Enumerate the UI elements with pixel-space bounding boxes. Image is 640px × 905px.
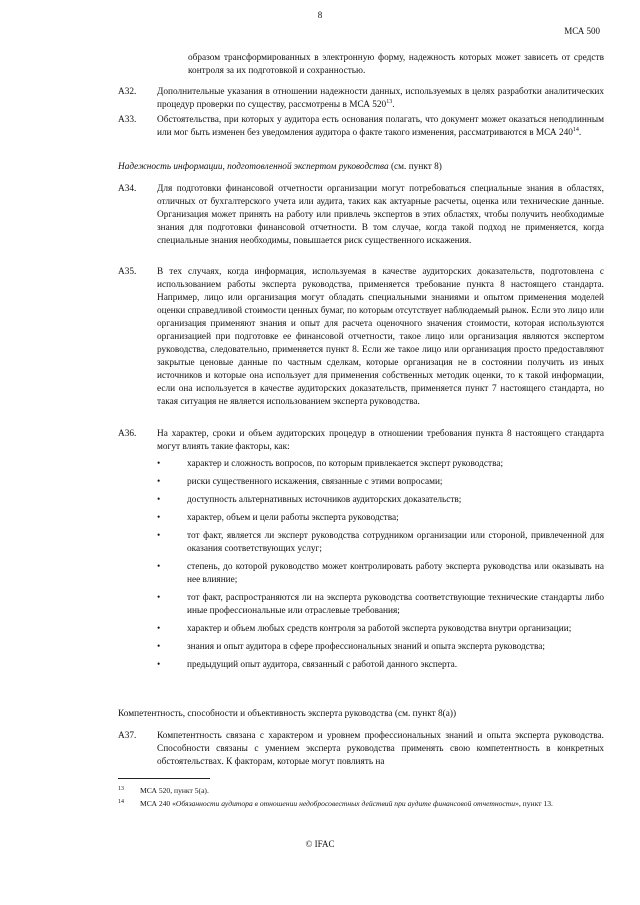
paragraph-label: А37. [118, 731, 137, 741]
paragraph-a32: А32. Дополнительные указания в отношении надежности данных, используемых в целях разработки аналитических процедур проверки по существу, рассмотрены в МСА $520^{13}$. [118, 87, 604, 110]
paragraph-a33: А33. Обстоятельства, при которых у аудитора есть основания полагать, что документ может оказаться неподлинным или мог быть изменен без уведомления аудитора о факте такого изменения, рассматриваются в МСА $240^{14}$. [118, 115, 604, 138]
paragraph-text: Для подготовки финансовой отчетности организации могут потребоваться специальные знания в областях, отличных от бухгалтерского учета или аудита, таких как актуарные расчеты, оценка или технические данные. Организация может принять на работу или привлечь экспертов в этих областях, чтобы получить необходимые знания для подготовки финансовой отчетности. В том случае, когда такой подход не применяется, когда специальные знания необходимы, повышается риск существенного искажения. [157, 184, 604, 246]
list-item: • степень, до которой руководство может контролировать работу эксперта руководства или оказывать на нее влияние; [157, 562, 604, 585]
list-item: • знания и опыт аудитора в сфере профессиональных знаний и опыта эксперта руководства; [157, 642, 545, 652]
list-item: • характер и сложность вопросов, по которым привлекается эксперт руководства; [157, 459, 504, 469]
footnote-ref: 14 [572, 126, 579, 133]
footnote-divider [118, 778, 210, 779]
copyright-footer: © IFAC [305, 839, 335, 849]
paragraph-a34 [118, 183, 604, 248]
paragraph-a35 [118, 266, 604, 409]
paragraph-text: Компетентность связана с характером и уровнем профессиональных знаний и опыта эксперта руководства. Способности связаны с умением эксперта руководства применять свою компетентность в конкретных обстоятельствах. К факторам, которые могут повлиять на [157, 731, 604, 767]
paragraph-label: А34. [118, 184, 137, 194]
paragraph-label: А33. [118, 115, 137, 125]
paragraph-text: На характер, сроки и объем аудиторских процедур в отношении требования пункта 8 настоящего стандарта могут влиять такие факторы, как: [157, 429, 604, 452]
list-item: • характер и объем любых средств контроля за работой эксперта руководства внутри организации; [157, 624, 572, 634]
footnote: 13 МСА 520, пункт 5(а). [118, 786, 209, 795]
factor-list [157, 458, 604, 672]
list-item: • риски существенного искажения, связанные с этими вопросами; [157, 477, 443, 487]
paragraph-label: А36. [118, 429, 137, 439]
section-heading-reliability: Надежность информации, подготовленной экспертом руководства (см. пункт 8) [118, 162, 442, 172]
list-item: • предыдущий опыт аудитора, связанный с работой данного эксперта. [157, 660, 458, 670]
footnote: 14 МСА 240 «Обязанности аудитора в отношении недобросовестных действий при аудите финансовой отчетности», пункт 13. [118, 799, 553, 808]
list-item: • тот факт, распространяются ли на эксперта руководства соответствующие технические стандарты либо иные профессиональные или отраслевые требования; [157, 593, 604, 616]
list-item: • доступность альтернативных источников аудиторских доказательств; [157, 495, 462, 505]
list-item: • характер, объем и цели работы эксперта руководства; [157, 513, 399, 523]
page-number: 8 [317, 10, 323, 20]
paragraph-label: А35. [118, 267, 137, 277]
standard-label: МСА 500 [564, 26, 600, 36]
paragraph-text: В тех случаях, когда информация, используемая в качестве аудиторских доказательств, подготовлена с использованием работы эксперта руководства, применяется требование пункта 8 настоящего стандарта. Например, лицо или организация могут обладать специальными знаниями и опытом применения моделей оценки справедливой стоимости ценных бумаг, по которым отсутствует наблюдаемый рынок. Если это лицо или организация применяют знания и опыт для расчета оценочного значения стоимости, которая используются организацией при подготовке ее финансовой отчетности, такое лицо или организация являются экспертом руководства, следовательно, применяется пункт 8. Если же такое лицо или организация просто предоставляют закрытые ценовые данные по частным сделкам, которые организация не в состоянии получить из иных источников и которые она использует для применения собственных методик оценки, то к такой информации, если она используется в качестве аудиторских доказательств, применяется пункт 7 настоящего стандарта, но такая ситуация не является использованием эксперта руководства. [157, 267, 604, 407]
paragraph-label: А32. [118, 87, 137, 97]
section-heading-competence: Компетентность, способности и объективность эксперта руководства (см. пункт 8(а)) [118, 709, 457, 719]
paragraph-a36 [118, 428, 604, 677]
list-item: • тот факт, является ли эксперт руководства сотрудником организации или стороной, привлеченной для оказания соответствующих услуг; [157, 531, 604, 554]
continuation-text: образом трансформированных в электронную форму, надежность которых может зависеть от средств контроля за их подготовкой и сохранностью. [188, 53, 604, 76]
footnote-ref: 13 [386, 98, 393, 105]
paragraph-text: Обстоятельства, при которых у аудитора есть основания полагать, что документ может оказаться неподлинным или мог быть изменен без уведомления аудитора о факте такого изменения, рассматриваются в МСА 240 [157, 115, 604, 138]
paragraph-a37 [118, 730, 604, 769]
paragraph-text: Дополнительные указания в отношении надежности данных, используемых в целях разработки аналитических процедур проверки по существу, рассмотрены в МСА 520 [157, 87, 604, 110]
